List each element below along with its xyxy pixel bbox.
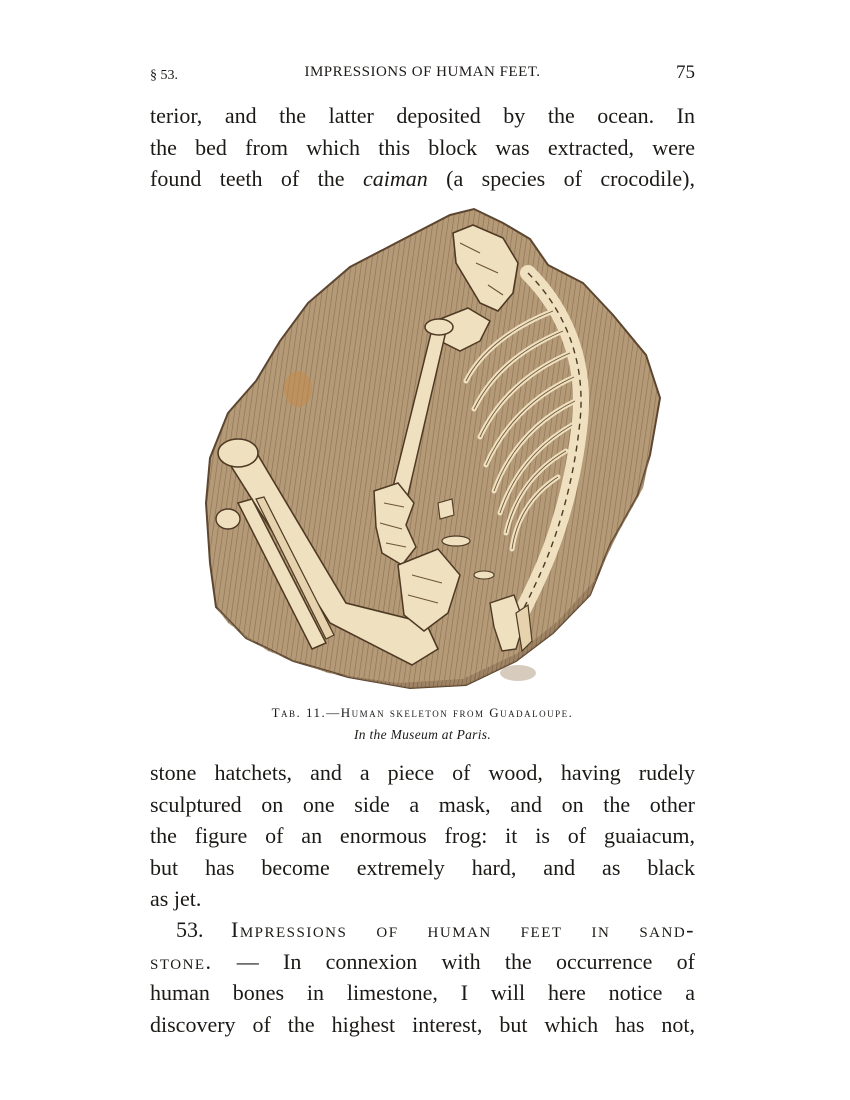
bone-fragment [438, 499, 454, 519]
section-heading-line [150, 914, 695, 946]
section-mark: § 53. [150, 68, 178, 83]
section-heading: Impressions of human feet in sand- [231, 917, 696, 942]
text-fragment: — In connexion with the occurrence of [212, 948, 695, 974]
bone-fragment [442, 536, 470, 546]
text-line [150, 946, 695, 978]
text-line [150, 163, 695, 195]
text-line: discovery of the highest interest, but which has not, [150, 1011, 695, 1037]
text-line: as jet. [150, 886, 202, 911]
section-number: 53. [176, 917, 204, 942]
text-line: human bones in limestone, I will here notice a [150, 980, 695, 1005]
italic-term: caiman [362, 166, 428, 191]
bottom-paragraph [150, 757, 695, 915]
text-line: but has become extremely hard, and as black [150, 854, 695, 880]
skeleton-engraving-svg [198, 203, 663, 693]
text-line: stone hatchets, and a piece of wood, having rudely [150, 760, 695, 785]
skeleton-engraving [198, 203, 663, 693]
stain [500, 665, 536, 681]
running-title: IMPRESSIONS OF HUMAN FEET. [304, 64, 541, 80]
text-line: the figure of an enormous frog: it is of guaiacum, [150, 823, 695, 848]
text-fragment: found teeth of the [150, 166, 363, 191]
text-line: the bed from which this block was extracted, were [150, 134, 695, 160]
bone-fragment [474, 571, 494, 579]
caption-title: Tab. 11.—Human skeleton from Guadaloupe. [271, 705, 574, 720]
text-fragment: (a species of crocodile), [427, 166, 695, 191]
section-53 [150, 914, 695, 1040]
text-line: sculptured on one side a mask, and on the other [150, 791, 695, 817]
figure-caption [150, 705, 695, 743]
page-number: 75 [676, 62, 695, 83]
stain [284, 371, 312, 407]
caption-subtitle: In the Museum at Paris. [353, 727, 491, 742]
section-heading-cont: stone. [150, 948, 213, 974]
running-head [150, 62, 695, 88]
text-line: terior, and the latter deposited by the ocean. In [150, 103, 695, 128]
top-paragraph [150, 100, 695, 195]
